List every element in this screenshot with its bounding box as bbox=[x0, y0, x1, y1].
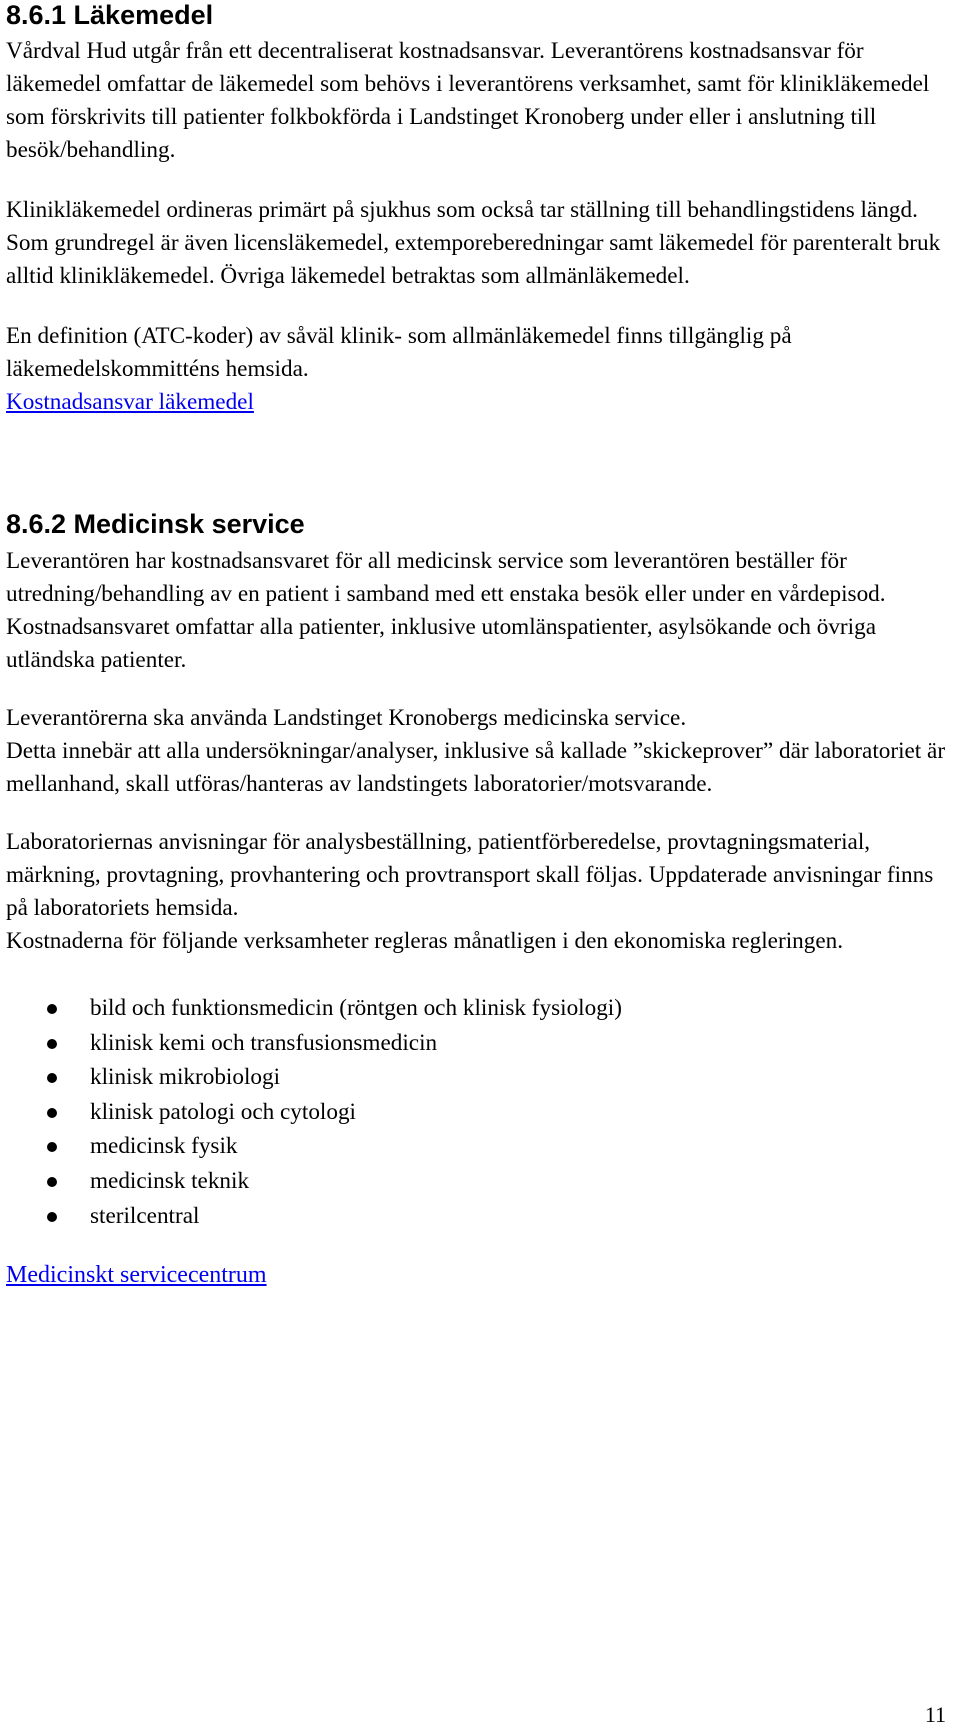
medicinskt-servicecentrum-link[interactable]: Medicinskt servicecentrum bbox=[6, 1262, 267, 1289]
page-number: 11 bbox=[924, 1702, 946, 1727]
list-item: bild och funktionsmedicin (röntgen och klinisk fysiologi) bbox=[6, 991, 951, 1026]
bullet-icon bbox=[47, 1142, 57, 1152]
paragraph: Detta innebär att alla undersökningar/analyser, inklusive så kallade ”skickeprover” där laboratoriet är mellanhand, skall utföras/hanteras av landstingets laboratorier/motsvarande. bbox=[6, 738, 946, 797]
list-item: klinisk kemi och transfusionsmedicin bbox=[6, 1026, 951, 1061]
list-item: klinisk mikrobiologi bbox=[6, 1060, 951, 1095]
paragraph: Vårdval Hud utgår från ett decentraliserat kostnadsansvar. Leverantörens kostnadsansvar för läkemedel omfattar de läkemedel som behövs i leverantörens verksamhet, samt för klinikläkemedel som förskrivits till patienter folkbokförda i Landstinget Kronoberg under eller i anslutning till besök/behandling. bbox=[6, 38, 930, 163]
medical-service-list bbox=[6, 991, 951, 1233]
paragraph: Leverantören har kostnadsansvaret för all medicinsk service som leverantören beställer för utredning/behandling av en patient i samband med ett enstaka besök eller under en vårdepisod. Kostnadsansvaret omfattar alla patienter, inklusive utomlänspatienter, asylsökande och övriga utländska patienter. bbox=[6, 548, 886, 673]
bullet-icon bbox=[47, 1039, 57, 1049]
paragraph: Leverantörerna ska använda Landstinget Kronobergs medicinska service. bbox=[6, 705, 687, 731]
bullet-icon bbox=[47, 1073, 57, 1083]
kostnadsansvar-lakemedel-link[interactable]: Kostnadsansvar läkemedel bbox=[6, 389, 254, 415]
paragraph: Laboratoriernas anvisningar för analysbeställning, patientförberedelse, provtagningsmaterial, märkning, provtagning, provhantering och provtransport skall följas. Uppdaterade anvisningar finns på laboratoriets hemsida. bbox=[6, 829, 934, 921]
list-item: klinisk patologi och cytologi bbox=[6, 1095, 951, 1130]
bullet-icon bbox=[47, 1177, 57, 1187]
bullet-icon bbox=[47, 1108, 57, 1118]
bullet-icon bbox=[47, 1212, 57, 1222]
section-heading-medicinsk-service: 8.6.2 Medicinsk service bbox=[6, 509, 305, 539]
paragraph: Klinikläkemedel ordineras primärt på sjukhus som också tar ställning till behandlingstidens längd. Som grundregel är även licensläkemedel, extemporeberedningar samt läkemedel för parenteralt bruk alltid klinikläkemedel. Övriga läkemedel betraktas som allmänläkemedel. bbox=[6, 197, 941, 289]
list-item: medicinsk teknik bbox=[6, 1164, 951, 1199]
section-heading-lakemedel: 8.6.1 Läkemedel bbox=[6, 0, 214, 30]
document-page bbox=[6, 0, 951, 1292]
list-item: sterilcentral bbox=[6, 1199, 951, 1234]
paragraph: Kostnaderna för följande verksamheter regleras månatligen i den ekonomiska regleringen. bbox=[6, 928, 844, 954]
paragraph: En definition (ATC-koder) av såväl klinik- som allmänläkemedel finns tillgänglig på läkemedelskommitténs hemsida. bbox=[6, 323, 792, 382]
bullet-icon bbox=[47, 1004, 57, 1014]
list-item: medicinsk fysik bbox=[6, 1129, 951, 1164]
